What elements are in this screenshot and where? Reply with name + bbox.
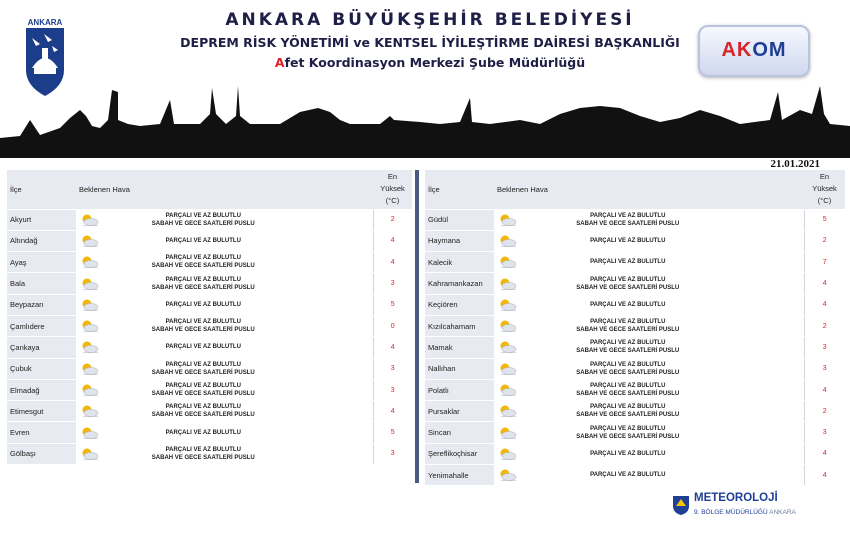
weather-cell [494,465,804,486]
weather-cell [494,379,804,400]
weather-desc-line1: PARÇALI VE AZ BULUTLU [165,301,241,308]
weather-desc-line2: SABAH VE GECE SAATLERİ PUSLU [576,348,680,355]
partly-cloudy-icon [80,426,100,440]
table-row [425,230,845,251]
partly-cloudy-icon [498,447,518,461]
weather-cell [76,379,373,400]
partly-cloudy-icon [498,298,518,312]
district-name: Kızılcahamam [425,315,494,336]
weather-cell [494,443,804,464]
district-name: Altındağ [7,230,76,251]
partly-cloudy-icon [498,340,518,354]
city-skyline [0,80,850,158]
weather-desc-line2: SABAH VE GECE SAATLERİ PUSLU [151,327,255,334]
weather-desc-line1: PARÇALI VE AZ BULUTLU [165,344,241,351]
col-district-header: İlçe [7,170,76,209]
weather-desc-line2: SABAH VE GECE SAATLERİ PUSLU [151,220,255,227]
table-row [425,294,845,315]
weather-cell [76,315,373,336]
weather-cell [76,209,373,230]
district-name: Ayaş [7,252,76,273]
partly-cloudy-icon [80,319,100,333]
district-name: Pursaklar [425,401,494,422]
akom-logo: AKOM [698,25,810,77]
max-temp: 5 [373,294,412,315]
max-temp: 7 [804,252,845,273]
district-name: Etimesgut [7,401,76,422]
partly-cloudy-icon [498,362,518,376]
weather-desc-line2: SABAH VE GECE SAATLERİ PUSLU [576,284,680,291]
table-row [7,401,412,422]
table-row [425,379,845,400]
partly-cloudy-icon [498,383,518,397]
table-row [425,209,845,230]
weather-desc-line2: SABAH VE GECE SAATLERİ PUSLU [151,284,255,291]
table-row [7,379,412,400]
district-name: Nallıhan [425,358,494,379]
partly-cloudy-icon [80,404,100,418]
district-name: Polatlı [425,379,494,400]
max-temp: 4 [804,379,845,400]
weather-desc-line1: PARÇALI VE AZ BULUTLU [165,404,241,411]
weather-desc-line1: PARÇALI VE AZ BULUTLU [165,383,241,390]
district-name: Bala [7,273,76,294]
max-temp: 2 [804,230,845,251]
page-title: ANKARA BÜYÜKŞEHİR BELEDİYESİ [225,10,635,30]
district-name: Sincan [425,422,494,443]
partly-cloudy-icon [498,404,518,418]
table-row [7,209,412,230]
table-row [425,252,845,273]
meteoroloji-emblem-icon [672,494,690,516]
table-row [7,337,412,358]
weather-desc-line1: PARÇALI VE AZ BULUTLU [590,404,666,411]
max-temp: 4 [373,252,412,273]
district-name: Kalecik [425,252,494,273]
weather-desc-line1: PARÇALI VE AZ BULUTLU [165,361,241,368]
weather-cell [494,422,804,443]
weather-cell [494,209,804,230]
partly-cloudy-icon [80,234,100,248]
district-name: Haymana [425,230,494,251]
max-temp: 4 [804,294,845,315]
weather-desc-line1: PARÇALI VE AZ BULUTLU [590,383,666,390]
logo-caption: ANKARA [27,18,63,27]
table-row [425,465,845,486]
max-temp: 4 [804,273,845,294]
weather-desc-line2: SABAH VE GECE SAATLERİ PUSLU [151,454,255,461]
max-temp: 5 [804,209,845,230]
partly-cloudy-icon [80,298,100,312]
table-row [7,315,412,336]
weather-desc-line2: SABAH VE GECE SAATLERİ PUSLU [151,391,255,398]
district-name: Şereflikoçhisar [425,443,494,464]
table-header-row [7,170,412,209]
weather-desc-line2: SABAH VE GECE SAATLERİ PUSLU [576,327,680,334]
max-temp: 3 [804,422,845,443]
max-temp: 4 [373,401,412,422]
table-row [425,422,845,443]
table-row [7,230,412,251]
max-temp: 5 [373,422,412,443]
weather-desc-line2: SABAH VE GECE SAATLERİ PUSLU [576,412,680,419]
weather-cell [494,315,804,336]
weather-cell [76,337,373,358]
district-name: Kahramankazan [425,273,494,294]
district-name: Çubuk [7,358,76,379]
weather-desc-line1: PARÇALI VE AZ BULUTLU [165,319,241,326]
max-temp: 2 [373,209,412,230]
partly-cloudy-icon [498,468,518,482]
district-name: Güdül [425,209,494,230]
partly-cloudy-icon [498,277,518,291]
weather-desc-line1: PARÇALI VE AZ BULUTLU [590,425,666,432]
weather-cell [76,401,373,422]
weather-desc-line1: PARÇALI VE AZ BULUTLU [165,212,241,219]
weather-cell [494,252,804,273]
district-name: Elmadağ [7,379,76,400]
weather-desc-line1: PARÇALI VE AZ BULUTLU [590,319,666,326]
table-row [7,252,412,273]
partly-cloudy-icon [80,340,100,354]
meteoroloji-title: METEOROLOJİ [694,492,778,504]
table-row [7,358,412,379]
max-temp: 4 [373,230,412,251]
partly-cloudy-icon [498,234,518,248]
table-row [425,273,845,294]
max-temp: 2 [804,401,845,422]
forecast-table-right [425,170,845,486]
partly-cloudy-icon [80,213,100,227]
forecast-table-left [7,170,412,465]
district-name: Çankaya [7,337,76,358]
max-temp: 3 [373,358,412,379]
district-name: Yenimahalle [425,465,494,486]
weather-cell [76,294,373,315]
meteoroloji-subtitle: 9. BÖLGE MÜDÜRLÜĞÜ ANKARA [694,509,796,516]
max-temp: 0 [373,315,412,336]
weather-desc-line1: PARÇALI VE AZ BULUTLU [590,301,666,308]
weather-desc-line2: SABAH VE GECE SAATLERİ PUSLU [151,369,255,376]
weather-desc-line1: PARÇALI VE AZ BULUTLU [165,429,241,436]
weather-cell [494,337,804,358]
table-row [7,443,412,464]
weather-cell [494,294,804,315]
district-name: Keçiören [425,294,494,315]
weather-desc-line1: PARÇALI VE AZ BULUTLU [590,340,666,347]
weather-desc-line1: PARÇALI VE AZ BULUTLU [165,255,241,262]
weather-desc-line1: PARÇALI VE AZ BULUTLU [590,212,666,219]
max-temp: 2 [804,315,845,336]
col-max-header: En Yüksek (°C) [373,170,412,209]
partly-cloudy-icon [80,447,100,461]
district-name: Çamlıdere [7,315,76,336]
partly-cloudy-icon [80,383,100,397]
weather-desc-line1: PARÇALI VE AZ BULUTLU [590,259,666,266]
weather-desc-line1: PARÇALI VE AZ BULUTLU [590,361,666,368]
weather-cell [494,230,804,251]
max-temp: 4 [373,337,412,358]
table-row [7,294,412,315]
weather-cell [76,252,373,273]
max-temp: 4 [804,443,845,464]
table-row [7,273,412,294]
district-name: Evren [7,422,76,443]
col-district-header: İlçe [425,170,494,209]
table-row [425,401,845,422]
table-row [425,358,845,379]
weather-desc-line1: PARÇALI VE AZ BULUTLU [590,472,666,479]
partly-cloudy-icon [498,319,518,333]
weather-desc-line2: SABAH VE GECE SAATLERİ PUSLU [151,263,255,270]
district-name: Mamak [425,337,494,358]
max-temp: 3 [373,443,412,464]
district-name: Akyurt [7,209,76,230]
max-temp: 3 [373,273,412,294]
weather-desc-line1: PARÇALI VE AZ BULUTLU [165,276,241,283]
max-temp: 3 [373,379,412,400]
partly-cloudy-icon [80,277,100,291]
table-divider [415,170,419,483]
district-name: Beypazarı [7,294,76,315]
weather-cell [76,443,373,464]
partly-cloudy-icon [80,362,100,376]
partly-cloudy-icon [498,213,518,227]
weather-desc-line2: SABAH VE GECE SAATLERİ PUSLU [576,433,680,440]
report-date: 21.01.2021 [770,158,820,170]
table-row [425,337,845,358]
table-row [425,443,845,464]
partly-cloudy-icon [80,255,100,269]
partly-cloudy-icon [498,255,518,269]
weather-desc-line2: SABAH VE GECE SAATLERİ PUSLU [576,391,680,398]
max-temp: 4 [804,465,845,486]
weather-desc-line2: SABAH VE GECE SAATLERİ PUSLU [576,220,680,227]
max-temp: 3 [804,337,845,358]
weather-cell [76,273,373,294]
page-subtitle: DEPREM RİSK YÖNETİMİ ve KENTSEL İYİLEŞTİRME DAİRESİ BAŞKANLIĞI [180,35,680,50]
page-subtitle-2: Afet Koordinasyon Merkezi Şube Müdürlüğü [274,55,586,70]
weather-desc-line1: PARÇALI VE AZ BULUTLU [590,276,666,283]
weather-cell [494,358,804,379]
weather-cell [494,401,804,422]
header-titles [150,10,710,70]
col-weather-header: Beklenen Hava [76,170,373,209]
table-header-row [425,170,845,209]
table-row [425,315,845,336]
weather-desc-line1: PARÇALI VE AZ BULUTLU [165,237,241,244]
table-row [7,422,412,443]
weather-desc-line2: SABAH VE GECE SAATLERİ PUSLU [576,369,680,376]
max-temp: 3 [804,358,845,379]
weather-cell [494,273,804,294]
col-max-header: En Yüksek (°C) [804,170,845,209]
district-name: Gölbaşı [7,443,76,464]
partly-cloudy-icon [498,426,518,440]
weather-desc-line1: PARÇALI VE AZ BULUTLU [590,237,666,244]
weather-cell [76,230,373,251]
col-weather-header: Beklenen Hava [494,170,804,209]
header [0,0,850,160]
weather-desc-line1: PARÇALI VE AZ BULUTLU [590,450,666,457]
weather-desc-line1: PARÇALI VE AZ BULUTLU [165,446,241,453]
weather-cell [76,358,373,379]
weather-cell [76,422,373,443]
meteoroloji-logo [672,492,832,522]
weather-desc-line2: SABAH VE GECE SAATLERİ PUSLU [151,412,255,419]
